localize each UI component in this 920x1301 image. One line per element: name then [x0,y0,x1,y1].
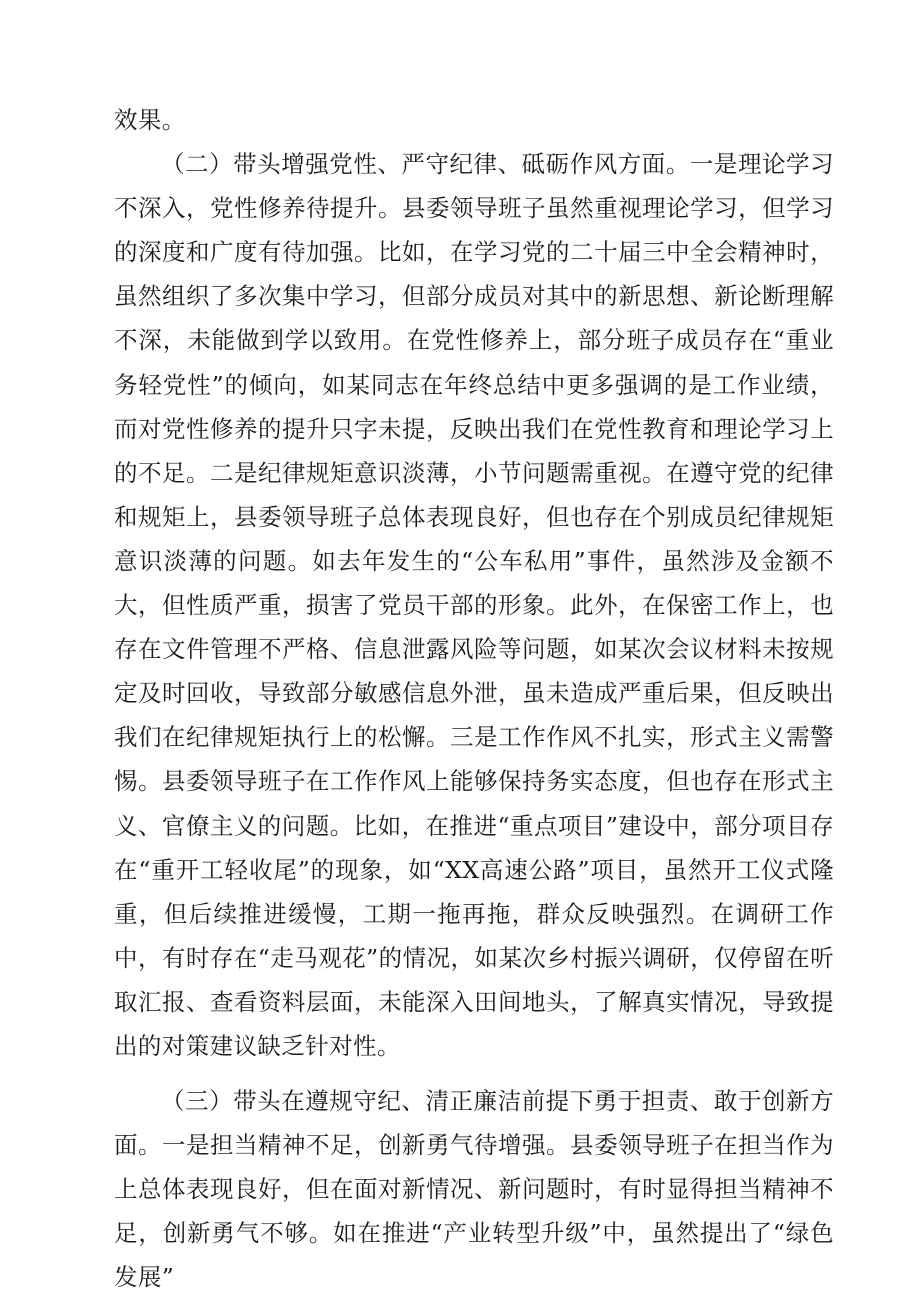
paragraph-section-three: （三）带头在遵规守纪、清正廉洁前提下勇于担责、敢于创新方面。一是担当精神不足，创新勇气待增强。县委领导班子在担当作为上总体表现良好，但在面对新情况、新问题时，有时显得担当精神不足，创新勇气不够。如在推进“产业转型升级”中，虽然提出了“绿色发展” [114,1087,834,1292]
document-body [114,98,834,1300]
paragraph-continuation: 效果。 [114,106,186,134]
paragraph-section-two: （二）带头增强党性、严守纪律、砥砺作风方面。一是理论学习不深入，党性修养待提升。县委领导班子虽然重视理论学习，但学习的深度和广度有待加强。比如，在学习党的二十届三中全会精神时，虽然组织了多次集中学习，但部分成员对其中的新思想、新论断理解不深，未能做到学以致用。在党性修养上，部分班子成员存在“重业务轻党性”的倾向，如某同志在年终总结中更多强调的是工作业绩，而对党性修养的提升只字未提，反映出我们在党性教育和理论学习上的不足。二是纪律规矩意识淡薄，小节问题需重视。在遵守党的纪律和规矩上，县委领导班子总体表现良好，但也存在个别成员纪律规矩意识淡薄的问题。如去年发生的“公车私用”事件，虽然涉及金额不大，但性质严重，损害了党员干部的形象。此外，在保密工作上，也存在文件管理不严格、信息泄露风险等问题，如某次会议材料未按规定及时回收，导致部分敏感信息外泄，虽未造成严重后果，但反映出我们在纪律规矩执行上的松懈。三是工作作风不扎实，形式主义需警惕。县委领导班子在工作作风上能够保持务实态度，但也存在形式主义、官僚主义的问题。比如，在推进“重点项目”建设中，部分项目存在“重开工轻收尾”的现象，如“XX高速公路”项目，虽然开工仪式隆重，但后续推进缓慢，工期一拖再拖，群众反映强烈。在调研工作中，有时存在“走马观花”的情况，如某次乡村振兴调研，仅停留在听取汇报、查看资料层面，未能深入田间地头，了解真实情况，导致提出的对策建议缺乏针对性。 [114,150,834,1060]
